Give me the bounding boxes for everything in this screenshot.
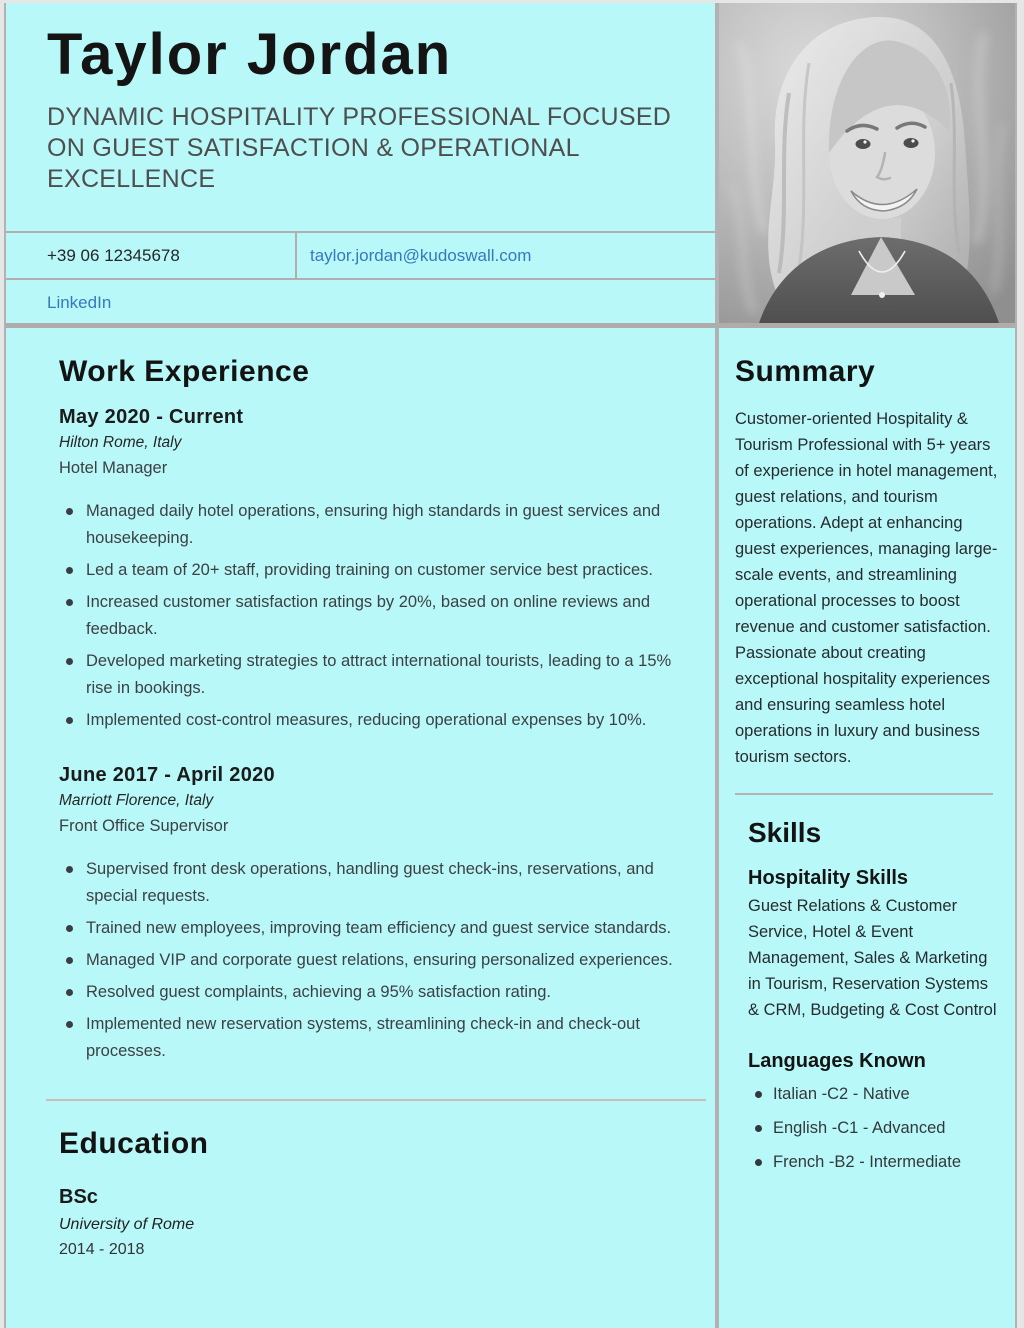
skills-heading: Skills [748, 817, 822, 848]
languages-list [748, 1081, 1001, 1175]
job-entry [59, 764, 701, 1065]
bullet-item: Supervised front desk operations, handling guest check-ins, reservations, and special requests. [86, 856, 682, 910]
headline-tagline: DYNAMIC HOSPITALITY PROFESSIONAL FOCUSED ON GUEST SATISFACTION & OPERATIONAL EXCELLENCE [47, 103, 672, 193]
email-link[interactable]: taylor.jordan@kudoswall.com [310, 245, 532, 265]
bullet-item: Trained new employees, improving team efficiency and guest service standards. [86, 915, 682, 942]
portrait-photo [719, 3, 1017, 323]
education-years: 2014 - 2018 [59, 1241, 145, 1258]
section-divider-rule [735, 793, 993, 795]
bullet-item: Increased customer satisfaction ratings by 20%, based on online reviews and feedback. [86, 589, 682, 643]
education-degree: BSc [59, 1186, 98, 1208]
section-divider-rule [46, 1099, 706, 1101]
skills-subheading: Hospitality Skills [748, 867, 909, 889]
bullet-item: Managed VIP and corporate guest relations, ensuring personalized experiences. [86, 947, 682, 974]
work-experience-heading: Work Experience [59, 355, 310, 388]
job-bullet-list [59, 856, 701, 1065]
bullet-item: Implemented cost-control measures, reducing operational expenses by 10%. [86, 707, 682, 734]
summary-text: Customer-oriented Hospitality & Tourism Professional with 5+ years of experience in hotel management, guest relations, and tourism operations. Adept at enhancing guest experiences, managing large-scale events, and streamlining operational processes to boost revenue and customer satisfaction. Passionate about creating exceptional hospitality experiences and ensuring seamless hotel operations in luxury and business tourism sectors. [735, 410, 998, 766]
language-item: French -B2 - Intermediate [773, 1149, 983, 1175]
job-role: Hotel Manager [59, 459, 168, 477]
languages-heading: Languages Known [748, 1050, 926, 1072]
skills-text: Guest Relations & Customer Service, Hotel & Event Management, Sales & Marketing in Tourism, Reservation Systems & CRM, Budgeting & Cost Control [748, 897, 997, 1019]
skills-section [735, 817, 1001, 1175]
bullet-item: Led a team of 20+ staff, providing training on customer service best practices. [86, 557, 682, 584]
summary-heading: Summary [735, 355, 876, 388]
main-column [6, 328, 715, 1259]
resume-page [4, 3, 1017, 1328]
job-dates: May 2020 - Current [59, 406, 244, 428]
email-cell [297, 233, 715, 278]
contact-row-2 [6, 280, 715, 325]
language-item: English -C1 - Advanced [773, 1115, 983, 1141]
sidebar-column [719, 328, 1017, 1183]
bullet-item: Resolved guest complaints, achieving a 95% satisfaction rating. [86, 979, 682, 1006]
linkedin-link[interactable]: LinkedIn [47, 292, 112, 312]
portrait-photo-graphic [719, 3, 1017, 323]
job-company: Hilton Rome, Italy [59, 434, 182, 451]
job-company: Marriott Florence, Italy [59, 792, 214, 809]
job-bullet-list [59, 498, 701, 734]
header [6, 3, 715, 195]
job-dates: June 2017 - April 2020 [59, 764, 275, 786]
contact-row-1 [6, 233, 715, 280]
job-entry [59, 406, 701, 734]
language-item: Italian -C2 - Native [773, 1081, 983, 1107]
education-heading: Education [59, 1127, 209, 1160]
education-school: University of Rome [59, 1216, 195, 1233]
bullet-item: Developed marketing strategies to attract international tourists, leading to a 15% rise in bookings. [86, 648, 682, 702]
phone-number: +39 06 12345678 [6, 233, 297, 278]
contact-bar [6, 231, 715, 325]
bullet-item: Managed daily hotel operations, ensuring high standards in guest services and housekeeping. [86, 498, 682, 552]
job-role: Front Office Supervisor [59, 817, 229, 835]
bullet-item: Implemented new reservation systems, streamlining check-in and check-out processes. [86, 1011, 682, 1065]
person-name: Taylor Jordan [47, 22, 453, 87]
